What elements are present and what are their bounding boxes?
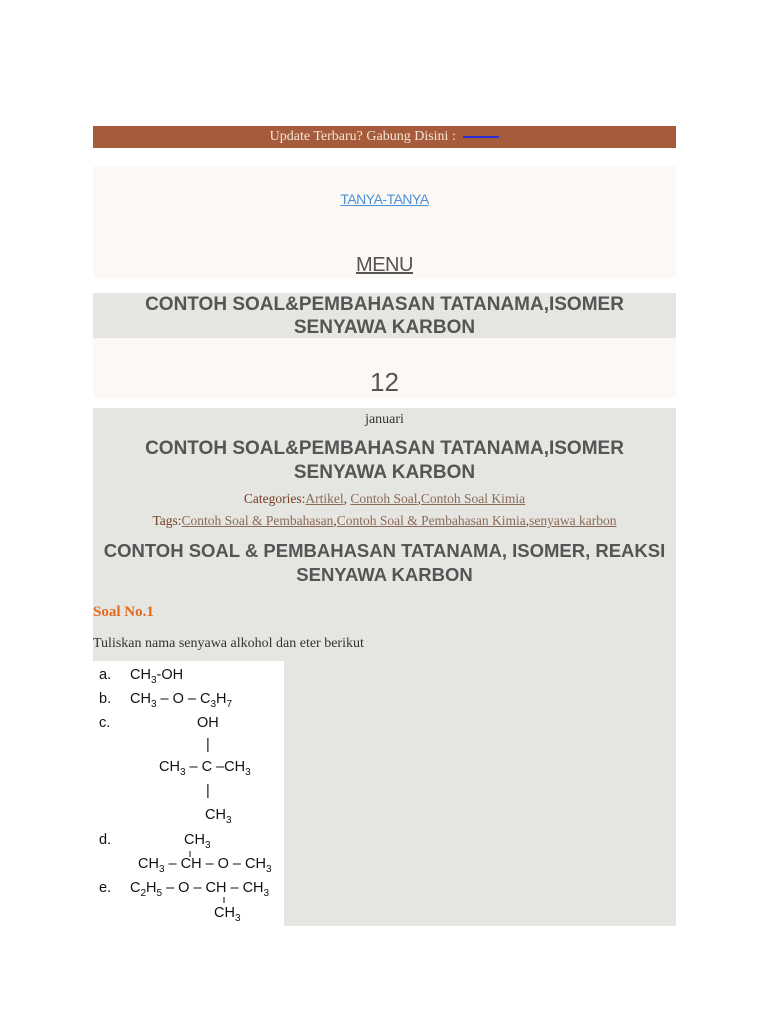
question-a-formula: $CH_3-OH$: [130, 667, 184, 686]
tags-label: Tags:: [152, 513, 182, 528]
question-c-chain: $CH_3$ – C $-CH_3$: [159, 759, 251, 778]
tag-link-senyawa-karbon[interactable]: senyawa karbon: [529, 513, 617, 528]
update-banner-text: Update Terbaru? Gabung Disini :: [269, 129, 456, 144]
tanya-tanya-link[interactable]: TANYA-TANYA: [340, 191, 429, 207]
post-title: [93, 437, 676, 485]
question-c-label: c.: [99, 715, 111, 731]
category-link-artikel[interactable]: Artikel: [305, 491, 344, 506]
question-c-bond-bottom: |: [206, 783, 210, 799]
question-d-chain: $CH_3$ – CH – O – $CH_3$: [138, 856, 272, 875]
page-title-line2: SENYAWA KARBON: [293, 317, 476, 338]
category-link-contoh-soal-kimia[interactable]: Contoh Soal Kimia: [420, 491, 526, 506]
tags: Tags:Contoh Soal & Pembahasan,Contoh Soal & Pembahasan Kimia,senyawa karbon: [152, 513, 617, 528]
question-e-ch3-bottom: $CH_3$: [214, 905, 241, 924]
question-e-chain: $C_2H_5$ – O – CH – $CH_3$: [130, 880, 270, 899]
post-title-line2: SENYAWA KARBON: [293, 462, 476, 483]
categories-label: Categories:: [243, 491, 306, 506]
page-title-line1: CONTOH SOAL&PEMBAHASAN TATANAMA,ISOMER: [145, 294, 624, 315]
article-heading: [93, 539, 676, 587]
question-a-label: a.: [99, 667, 112, 683]
question-d-label: d.: [99, 832, 112, 848]
post-title-line1: CONTOH SOAL&PEMBAHASAN TATANAMA,ISOMER: [145, 438, 624, 459]
structural-formulas: [93, 661, 284, 926]
category-link-contoh-soal[interactable]: Contoh Soal: [350, 491, 418, 506]
update-banner: [93, 126, 676, 148]
post-month: januari: [365, 412, 404, 427]
date-panel: [93, 338, 676, 398]
menu-link[interactable]: MENU: [356, 254, 413, 276]
page-title: [93, 293, 676, 338]
article-heading-line2: SENYAWA KARBON: [296, 564, 473, 585]
question-d-ch3-top: $CH_3$: [184, 832, 211, 851]
post-content: [93, 408, 676, 926]
tag-link-contoh-soal-pembahasan-kimia[interactable]: Contoh Soal & Pembahasan Kimia: [336, 513, 526, 528]
question-b-formula: $CH_3$ – O – $C_3H_7$: [130, 691, 233, 710]
update-banner-link[interactable]: [463, 136, 499, 138]
question-b-label: b.: [99, 691, 112, 707]
question-c-ch3-bottom: $CH_3$: [205, 807, 232, 826]
question-c-bond-top: |: [206, 737, 210, 753]
question-e-label: e.: [99, 880, 112, 896]
post-day: 12: [370, 367, 399, 397]
categories: Categories:Artikel, Contoh Soal,Contoh Soal Kimia: [243, 491, 526, 506]
tag-link-contoh-soal-pembahasan[interactable]: Contoh Soal & Pembahasan: [181, 513, 334, 528]
question-c-oh: OH: [197, 715, 219, 731]
soal-instruction: Tuliskan nama senyawa alkohol dan eter berikut: [93, 636, 364, 651]
article-heading-line1: CONTOH SOAL & PEMBAHASAN TATANAMA, ISOMER, REAKSI: [103, 540, 666, 561]
soal-label: Soal No.1: [93, 604, 154, 620]
nav-panel: [93, 166, 676, 278]
questions-image: [93, 661, 284, 926]
